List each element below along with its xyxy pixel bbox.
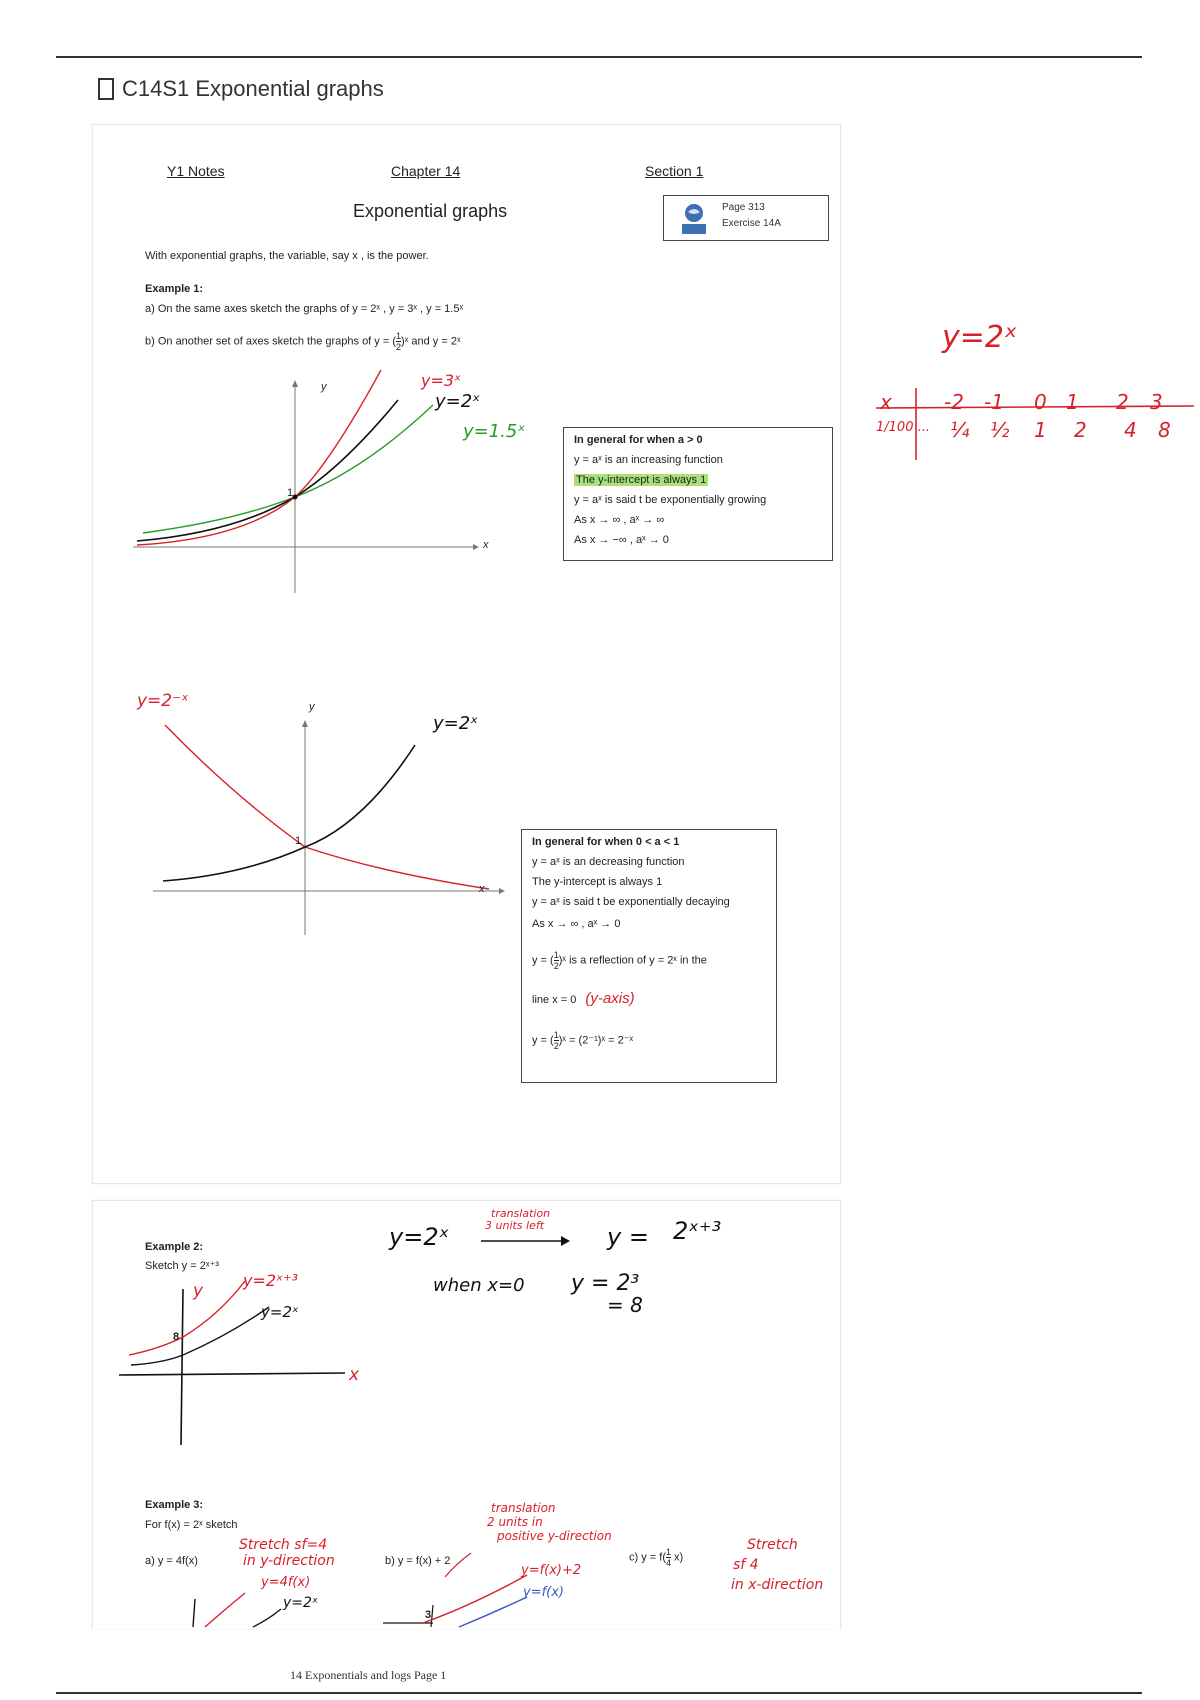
header-left: Y1 Notes — [167, 163, 225, 179]
side-y-values — [950, 418, 1171, 442]
top-rule — [56, 56, 1142, 58]
box2-heading: In general for when 0 < a < 1 — [532, 836, 680, 848]
ex3c-note-2: sf 4 — [733, 1557, 759, 1573]
box2-line7-text: = (2⁻¹)ˣ = 2⁻ˣ — [569, 1034, 634, 1047]
page-footer: 14 Exponentials and logs Page 1 — [290, 1668, 447, 1682]
side-y-4: 4 — [1124, 418, 1137, 442]
box1-line5: As x → −∞ , aˣ → 0 — [574, 534, 669, 546]
box1-line1: y = aˣ is an increasing function — [574, 454, 723, 466]
growth-info-box — [563, 427, 833, 561]
label-1-5x: y=1.5ˣ — [463, 421, 526, 442]
ex2-y-axis — [181, 1289, 183, 1445]
side-y-5: 8 — [1158, 418, 1171, 442]
ex3b-note-1: translation — [491, 1501, 556, 1515]
graph2-y-label: y — [309, 701, 315, 713]
ex2-arrow-note-1: translation — [491, 1207, 551, 1220]
graph1-x-arrow — [473, 544, 479, 550]
book-logo-icon — [680, 202, 708, 236]
curve-2-pos-x — [163, 745, 415, 881]
ex3c-note-1: Stretch — [747, 1537, 798, 1553]
graph2-x-arrow — [499, 888, 505, 894]
ex2-x-label: x — [349, 1365, 360, 1385]
side-y-2: 1 — [1034, 418, 1047, 442]
example1-part-b: b) On another set of axes sketch the graphs of y = ( $\frac{1}{2}$ )ˣ and y = 2ˣ — [145, 331, 461, 352]
curve-2-neg-x — [165, 725, 489, 889]
box1-highlight: The y-intercept is always 1 — [576, 474, 707, 486]
box2-line5-text: is a reflection of y = 2ˣ in the — [569, 954, 707, 967]
ex3b-y-tick — [431, 1605, 433, 1627]
ex2-intercept: 8 — [173, 1331, 180, 1343]
graph2-x-label: x — [479, 883, 485, 895]
reference-page: Page 313 — [722, 202, 765, 213]
graph1-intercept-point — [293, 495, 298, 500]
ex3c-label-pre: c) y = f — [629, 1551, 663, 1564]
ex2-label-shift: y=2ˣ⁺³ — [243, 1271, 299, 1290]
box1-line3: y = aˣ is said t be exponentially growing — [574, 494, 767, 506]
ex3b-note-2: 2 units in — [487, 1515, 543, 1529]
decay-info-box — [521, 829, 777, 1083]
example1-part-a: a) On the same axes sketch the graphs of y = 2ˣ , y = 3ˣ , y = 1.5ˣ — [145, 303, 464, 315]
graph-growth — [133, 375, 533, 645]
ex2-arrow-note-2: 3 units left — [485, 1219, 545, 1232]
ex3c-label: c) y = f( $\frac{1}{4}$ x) — [629, 1547, 684, 1568]
side-x-1: -1 — [984, 390, 1004, 414]
graph2-y-arrow — [302, 720, 308, 727]
label-2-pos-x: y=2ˣ — [433, 713, 479, 734]
side-y-0: ¼ — [950, 418, 970, 442]
box2-line5: y = ( $\frac{1}{2}$ )ˣ is a reflection of y = 2ˣ in the — [532, 950, 707, 971]
side-x-4: 2 — [1116, 390, 1129, 414]
ex3a-axis — [193, 1599, 195, 1627]
ex2-line2-c: = 8 — [607, 1293, 643, 1317]
ex3b-graph-label-2: y=f(x) — [523, 1585, 564, 1600]
ex3a-label: a) y = 4f(x) — [145, 1555, 198, 1567]
side-x-values — [944, 390, 1163, 414]
box2-yaxis-note: (y-axis) — [585, 990, 635, 1007]
side-y-3: 2 — [1074, 418, 1087, 442]
label-2x: y=2ˣ — [435, 391, 481, 412]
ex3a-curve-stretch — [205, 1593, 245, 1627]
ex2-x-axis — [119, 1373, 345, 1375]
example1-part-b-post: and y = 2ˣ — [411, 335, 461, 348]
ex2-arrow — [481, 1235, 571, 1247]
side-y-1: ½ — [990, 418, 1010, 442]
ex3b-curve-shift — [423, 1575, 527, 1623]
bottom-rule — [56, 1692, 1142, 1694]
notes-card — [92, 124, 841, 1184]
example2-graph — [119, 1269, 349, 1449]
box1-line4: As x → ∞ , aˣ → ∞ — [574, 514, 665, 526]
ex2-line2-a: when x=0 — [433, 1275, 525, 1296]
ex2-label-base: y=2ˣ — [261, 1303, 299, 1321]
ex2-curve-shift — [129, 1281, 245, 1355]
ex3b-curve-base — [459, 1597, 527, 1627]
page-title — [98, 76, 384, 102]
side-x-5: 3 — [1150, 390, 1163, 414]
box2-line1: y = aˣ is an decreasing function — [532, 856, 685, 868]
box1-heading: In general for when a > 0 — [574, 434, 703, 446]
example3-task: For f(x) = 2ˣ sketch — [145, 1519, 238, 1531]
ex3b-intercept: 3 — [425, 1609, 432, 1621]
intro-text: With exponential graphs, the variable, say x , is the power. — [145, 250, 429, 262]
box2-line2: The y-intercept is always 1 — [532, 876, 663, 888]
ex2-curve-base — [131, 1307, 269, 1365]
side-x-3: 1 — [1066, 390, 1079, 414]
box1-line2 — [574, 474, 708, 486]
label-2-neg-x: y=2⁻ˣ — [137, 691, 189, 711]
ex3a-note-1: Stretch sf=4 — [239, 1537, 328, 1553]
ex3b-note-3: positive y-direction — [497, 1529, 612, 1543]
example3-sketches — [93, 1501, 840, 1629]
box2-line6 — [532, 990, 635, 1007]
box2-half-fraction-2: $\frac{1}{2}$ — [553, 1030, 559, 1051]
ex3a-curve-base — [253, 1609, 281, 1627]
doc-title: Exponential graphs — [353, 201, 508, 221]
box2-line7: y = ( $\frac{1}{2}$ )ˣ = (2⁻¹)ˣ = 2⁻ˣ — [532, 1030, 634, 1051]
graph1-intercept: 1 — [287, 487, 294, 499]
ex2-work-to-right: 2ˣ⁺³ — [673, 1217, 722, 1245]
box2-line4: As x → ∞ , aˣ → 0 — [532, 918, 621, 930]
ex3b-label: b) y = f(x) + 2 — [385, 1555, 451, 1567]
ex3a-graph-label-2: y=2ˣ — [283, 1595, 319, 1611]
ex3b-arrow — [445, 1553, 471, 1577]
graph1-y-label: y — [321, 381, 327, 393]
ex3b-graph-label-1: y=f(x)+2 — [521, 1563, 582, 1578]
examples-card — [92, 1200, 841, 1629]
example1-label: Example 1: — [145, 283, 204, 295]
side-y-label: 1/100 ... — [876, 420, 930, 435]
side-note-title: y=2ˣ — [942, 320, 1018, 355]
one-half-fraction: $\frac{1}{2}$ — [396, 331, 402, 352]
header-center: Chapter 14 — [391, 163, 461, 179]
example2-task: Sketch y = 2ˣ⁺³ — [145, 1260, 219, 1272]
side-x-2: 0 — [1034, 390, 1047, 414]
side-x-0: -2 — [944, 390, 964, 414]
box2-half-fraction-1: $\frac{1}{2}$ — [553, 950, 559, 971]
curve-2x — [137, 400, 398, 541]
label-3x: y=3ˣ — [421, 371, 462, 390]
ex3c-note-3: in x-direction — [731, 1577, 824, 1593]
graph1-x-label: x — [483, 539, 489, 551]
page-title-text: C14S1 Exponential graphs — [122, 76, 384, 101]
curve-1-5x — [143, 405, 433, 533]
ex2-work-from: y=2ˣ — [389, 1223, 450, 1251]
ex2-y-label: y — [193, 1281, 204, 1301]
example1-part-b-pre: b) On another set of axes sketch the graphs of y = — [145, 335, 390, 348]
graph1-y-arrow — [292, 380, 298, 387]
reference-box — [663, 195, 829, 241]
box2-line3: y = aˣ is said t be exponentially decaying — [532, 896, 730, 908]
ex2-line2-b: y = 2³ — [571, 1271, 640, 1296]
box2-line6-text: line x = 0 — [532, 994, 577, 1006]
example3-label: Example 3: — [145, 1499, 204, 1511]
header-right: Section 1 — [645, 163, 704, 179]
ex3a-note-2: in y-direction — [243, 1553, 335, 1569]
graph2-intercept: 1 — [295, 835, 302, 847]
ex3a-graph-label-1: y=4f(x) — [261, 1575, 311, 1590]
page-icon — [98, 78, 114, 100]
quarter-fraction: $\frac{1}{4}$ — [665, 1547, 671, 1568]
side-x-label: x — [880, 390, 892, 414]
ex2-work-to-left: y = — [607, 1223, 649, 1251]
example2-label: Example 2: — [145, 1241, 204, 1253]
graph-decay — [153, 705, 543, 965]
reference-exercise: Exercise 14A — [722, 218, 781, 229]
